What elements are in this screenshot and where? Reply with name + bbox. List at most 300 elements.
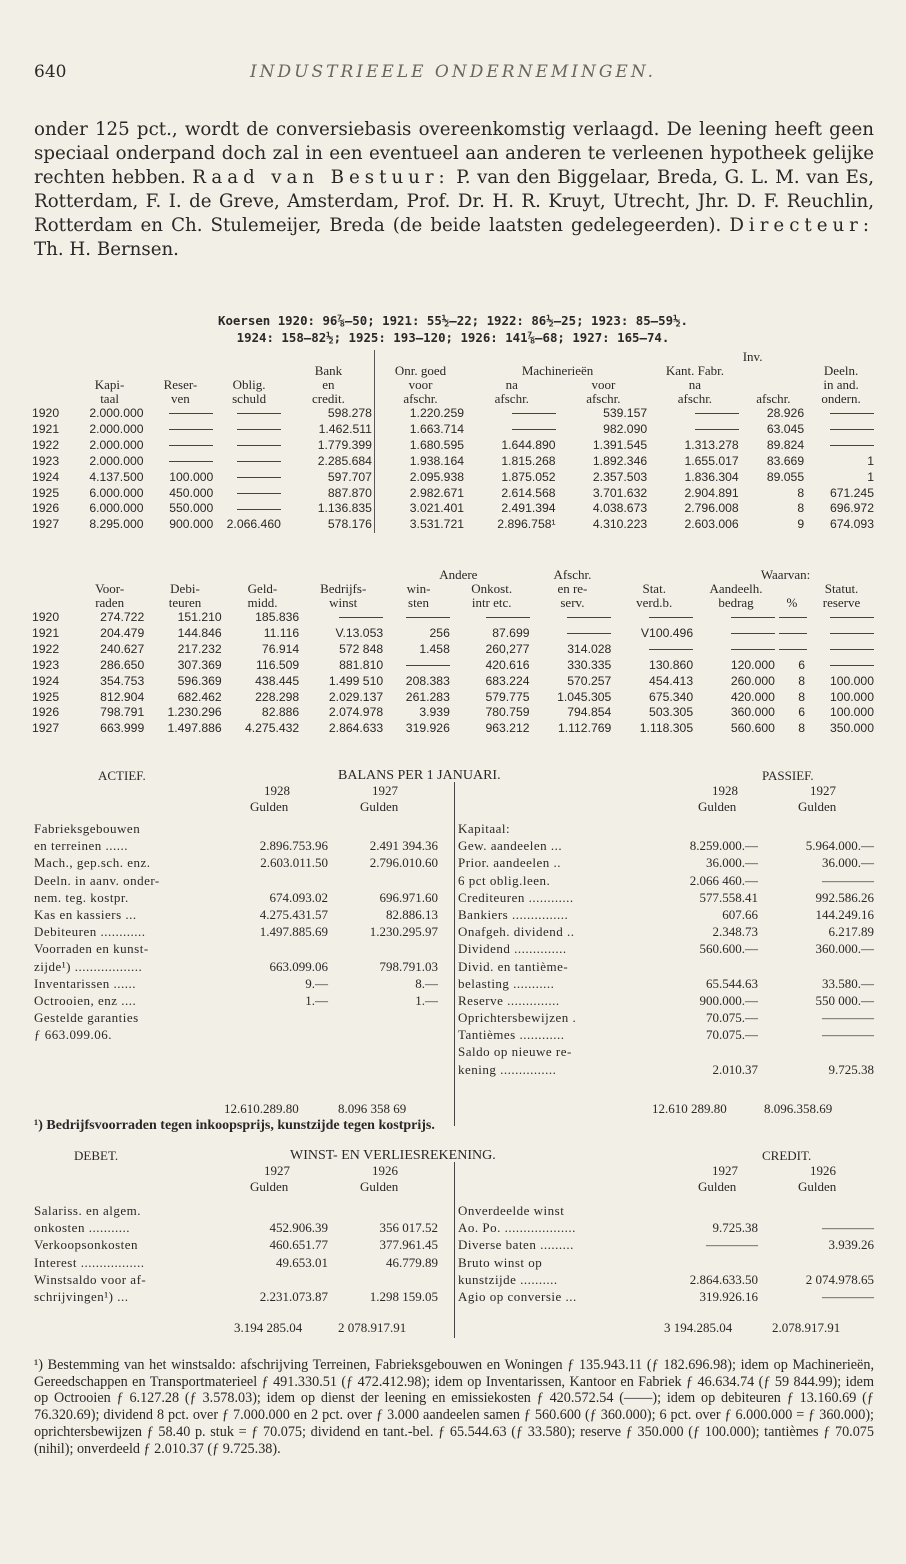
table-cell: 286.650 xyxy=(100,657,145,672)
table-cell: 185.836 xyxy=(255,610,300,624)
row-year: 1921 xyxy=(32,625,60,640)
ledger-label: Saldo op nieuwe re- xyxy=(458,1044,572,1060)
dash-mark xyxy=(169,413,213,414)
kant-header: Kant. Fabr. xyxy=(665,364,724,378)
ledger-amount: 2.864.633.50 xyxy=(689,1271,758,1287)
gulden-label: Gulden xyxy=(360,1179,399,1194)
table-cell xyxy=(215,438,283,454)
col-header: win- xyxy=(406,582,431,596)
ledger-label: Gestelde garanties xyxy=(34,1010,139,1026)
table-cell: 82.886 xyxy=(261,705,300,720)
table-cell xyxy=(777,642,807,658)
table-cell: 1 xyxy=(867,469,874,484)
running-head: INDUSTRIEELE ONDERNEMINGEN. xyxy=(249,62,657,82)
intro-text-1: onder 125 pct., wordt de conversiebasis overeenkomstig verlaagd. De leening heeft geen speciaal onderpand doch zal in een eventueel aan anderen te verleenen hypotheek gelijke rechten hebben. xyxy=(34,119,874,189)
ledger-line xyxy=(34,992,446,1009)
col-header: credit. xyxy=(312,392,345,406)
table-cell: 570.257 xyxy=(567,673,612,688)
table-cell: V.13.053 xyxy=(335,625,384,640)
ledger-amount: 36.000.— xyxy=(706,855,758,871)
ledger-line xyxy=(458,872,874,889)
ledger-line xyxy=(34,958,446,975)
col-header: ondern. xyxy=(821,392,861,406)
dash-mark xyxy=(779,617,807,618)
ledger-label: Onafgeh. dividend .. xyxy=(458,924,575,940)
row-year: 1927 xyxy=(32,721,60,736)
ledger-label: belasting ........... xyxy=(458,975,555,991)
table-cell: 89.824 xyxy=(766,437,805,452)
dash-mark xyxy=(731,633,775,634)
ledger-label: Tantièmes ............ xyxy=(458,1027,565,1043)
table-cell: 314.028 xyxy=(567,641,612,656)
table-cell: 208.383 xyxy=(405,673,450,688)
table-cell: 76.914 xyxy=(261,641,300,656)
actief-label: ACTIEF. xyxy=(98,768,146,783)
ledger-label: Divid. en tantième- xyxy=(458,958,569,974)
ledger-amount: 2.896.753.96 xyxy=(259,838,328,854)
table-row xyxy=(30,642,876,658)
koersen-line-2: 1924: 158—82½; 1925: 193—120; 1926: 141⅞—68; 1927: 165—74. xyxy=(236,330,670,345)
table-cell xyxy=(695,626,777,642)
page-header xyxy=(34,62,872,90)
ledger-label: nem. teg. kostpr. xyxy=(34,889,129,905)
table-cell: 1.045.305 xyxy=(557,689,612,704)
dash-mark xyxy=(830,633,874,634)
ledger-amount: 49.653.01 xyxy=(276,1254,328,1270)
ledger-amount-prev: 1.230.295.97 xyxy=(369,924,438,940)
ledger-amount-prev: 356 017.52 xyxy=(379,1220,438,1236)
dash-mark xyxy=(649,649,693,650)
total-right-1927: 3 194.285.04 xyxy=(664,1320,733,1335)
row-year: 1924 xyxy=(32,673,60,688)
table-cell xyxy=(532,626,614,642)
table-cell: 696.972 xyxy=(829,501,874,516)
ledger-amount-prev: ———— xyxy=(822,1288,874,1304)
table-cell: 597.707 xyxy=(327,469,372,484)
ledger-line xyxy=(34,940,446,957)
table-cell: 350.000 xyxy=(829,721,874,736)
year-1926: 1926 xyxy=(372,1163,398,1178)
col-header: Reser- xyxy=(163,378,198,392)
table-cell: 794.854 xyxy=(567,705,612,720)
table-cell: 1.779.399 xyxy=(317,437,372,452)
ledger-label: Oprichtersbewijzen . xyxy=(458,1010,577,1026)
table-cell: 6 xyxy=(798,657,806,672)
ledger-amount-prev: ———— xyxy=(822,872,874,888)
ledger-line xyxy=(34,1026,446,1043)
directeur-label: Directeur: xyxy=(729,215,874,237)
table-cell: 1.836.304 xyxy=(684,469,739,484)
ledger-amount: 65.544.63 xyxy=(706,975,758,991)
table-cell: 28.926 xyxy=(766,406,805,420)
table-cell xyxy=(452,610,532,626)
table-cell xyxy=(613,642,695,658)
ledger-line xyxy=(458,1009,874,1026)
ledger-line xyxy=(458,1288,874,1305)
ledger-amount-prev: 46.779.89 xyxy=(386,1254,438,1270)
ledger-label: Prior. aandeelen .. xyxy=(458,855,561,871)
col-header: Kapi- xyxy=(94,378,125,392)
total-right-1927: 8.096.358.69 xyxy=(764,1101,833,1116)
bank-header: Bank xyxy=(314,364,343,378)
col-header: teuren xyxy=(168,596,202,610)
table-cell: 2.000.000 xyxy=(89,453,144,468)
table-cell: 260.000 xyxy=(730,673,775,688)
ledger-label: Debiteuren ............ xyxy=(34,924,146,940)
ledger-amount: 70.075.— xyxy=(706,1027,758,1043)
gulden-label: Gulden xyxy=(798,1179,837,1194)
col-header: afschr. xyxy=(374,392,466,406)
passief-label: PASSIEF. xyxy=(762,768,814,783)
row-year: 1920 xyxy=(32,610,60,624)
table-cell: 8 xyxy=(797,501,805,516)
ledger-line xyxy=(34,889,446,906)
table-row xyxy=(30,486,876,502)
dash-mark xyxy=(830,413,874,414)
ledger-amount: 4.275.431.57 xyxy=(259,906,328,922)
col-header: verd.b. xyxy=(636,596,673,610)
table-cell: 539.157 xyxy=(603,406,648,420)
table-cell xyxy=(466,422,558,438)
year-1928-right: 1928 xyxy=(712,783,738,798)
col-header: Bedrijfs- xyxy=(320,582,367,596)
table-cell: 8 xyxy=(798,721,806,736)
ledger-amount: 452.906.39 xyxy=(269,1220,328,1236)
gulden-label: Gulden xyxy=(250,1179,289,1194)
dash-mark xyxy=(779,649,807,650)
ledger-amount: 674.093.02 xyxy=(269,889,328,905)
table-cell: 354.753 xyxy=(100,673,145,688)
debet-label: DEBET. xyxy=(74,1148,119,1163)
table-cell: 572 848 xyxy=(339,641,384,656)
table-cell: 674.093 xyxy=(829,517,874,532)
table-cell: 2.000.000 xyxy=(89,421,144,436)
table-cell: 1.875.052 xyxy=(501,469,556,484)
table-cell: 2.896.758¹ xyxy=(497,517,556,532)
balans-title: BALANS PER 1 JANUARI. xyxy=(338,768,501,783)
row-year: 1920 xyxy=(32,406,60,420)
capital-table xyxy=(30,350,876,533)
table-cell: 217.232 xyxy=(177,641,222,656)
col-header: midd. xyxy=(247,596,278,610)
table-cell xyxy=(807,658,876,674)
table-cell: 261.283 xyxy=(405,689,450,704)
table-cell: 982.090 xyxy=(603,421,648,436)
col-header: sten xyxy=(408,596,429,610)
ledger-line xyxy=(458,1043,874,1060)
intro-paragraph xyxy=(34,118,874,263)
col-header: en re- xyxy=(557,582,588,596)
table-cell: V100.496 xyxy=(640,625,694,640)
dash-mark xyxy=(169,461,213,462)
col-header: afschr. xyxy=(494,392,529,406)
ledger-label: Octrooien, enz .... xyxy=(34,992,137,1008)
table-cell: 4.275.432 xyxy=(244,721,300,736)
table-cell: 4.310.223 xyxy=(592,517,648,532)
table-cell: 87.699 xyxy=(492,625,530,640)
results-table xyxy=(30,568,876,737)
year-1927-right: 1927 xyxy=(810,783,836,798)
table-row xyxy=(30,658,876,674)
ledger-label: Onverdeelde winst xyxy=(458,1203,565,1218)
table-cell xyxy=(613,610,695,626)
table-cell: 1.391.545 xyxy=(592,437,648,452)
ledger-amount-prev: 1.298 159.05 xyxy=(369,1288,438,1304)
ledger-label: Ao. Po. ................... xyxy=(458,1220,576,1236)
table-row xyxy=(30,406,876,422)
koersen-line-1: Koersen 1920: 96⅞—50; 1921: 55½—22; 1922: 86½—25; 1923: 85—59½. xyxy=(218,313,688,328)
ledger-line xyxy=(458,1202,874,1219)
dash-mark xyxy=(237,445,281,446)
raad-label: Raad van Bestuur: xyxy=(192,167,450,189)
table-cell: 663.999 xyxy=(100,721,145,736)
table-cell: 1 xyxy=(867,453,874,468)
table-cell: 578.176 xyxy=(327,517,372,532)
table-cell: 2.982.671 xyxy=(374,486,466,502)
total-left-1926: 2 078.917.91 xyxy=(338,1320,407,1335)
table-cell: 4.137.500 xyxy=(89,469,144,484)
table-cell xyxy=(215,406,283,422)
credit-label: CREDIT. xyxy=(762,1148,812,1163)
dash-mark xyxy=(339,617,383,618)
dash-mark xyxy=(237,509,281,510)
ledger-amount-prev: 82.886.13 xyxy=(386,906,438,922)
ledger-label: Interest ................. xyxy=(34,1254,145,1270)
col-header: afschr. xyxy=(586,392,621,406)
ledger-amount-prev: 550 000.— xyxy=(815,992,874,1008)
year-1927: 1927 xyxy=(372,783,398,798)
ledger-amount: 607.66 xyxy=(722,906,758,922)
ledger-amount: 2.066 460.— xyxy=(689,872,758,888)
ledger-label: Winstsaldo voor af- xyxy=(34,1271,147,1287)
table-cell: 1.644.890 xyxy=(501,437,556,452)
gulden-label: Gulden xyxy=(360,799,399,814)
ledger-line xyxy=(458,889,874,906)
table-cell: 1.655.017 xyxy=(684,453,739,468)
table-cell: 100.000 xyxy=(169,469,214,484)
table-cell: 274.722 xyxy=(100,610,145,624)
table-cell: 438.445 xyxy=(255,673,300,688)
gulden-label: Gulden xyxy=(698,799,737,814)
ledger-amount-prev: 5.964.000.— xyxy=(805,838,874,854)
ledger-amount-prev: 360.000.— xyxy=(815,941,874,957)
table-cell: 2.491.394 xyxy=(501,501,556,516)
table-cell: 2.285.684 xyxy=(317,453,372,468)
col-header: na xyxy=(505,378,518,392)
ledger-amount-prev: 2 074.978.65 xyxy=(805,1271,874,1287)
ledger-label: Fabrieksgebouwen xyxy=(34,821,141,836)
ledger-amount: ———— xyxy=(706,1237,758,1253)
ledger-line xyxy=(34,923,446,940)
table-cell xyxy=(806,406,876,422)
table-row xyxy=(30,517,876,533)
table-cell: 963.212 xyxy=(485,721,530,736)
table-cell: 1.220.259 xyxy=(374,406,466,422)
total-right-1928: 12.610 289.80 xyxy=(652,1101,727,1116)
table-cell: 2.904.891 xyxy=(684,485,739,500)
row-year: 1925 xyxy=(32,689,60,704)
ledger-label: 6 pct oblig.leen. xyxy=(458,872,551,888)
dash-mark xyxy=(237,477,281,478)
table-cell: 1.462.511 xyxy=(318,421,372,436)
ledger-amount: 70.075.— xyxy=(706,1010,758,1026)
ledger-amount-prev: ———— xyxy=(822,1220,874,1236)
table-cell: 2.066.460 xyxy=(226,517,281,532)
ledger-amount-prev: 2.796.010.60 xyxy=(369,855,438,871)
table-cell: 330.335 xyxy=(567,657,612,672)
gulden-label: Gulden xyxy=(698,1179,737,1194)
dash-mark xyxy=(695,429,739,430)
ledger-label: Agio op conversie ... xyxy=(458,1288,577,1304)
dash-mark xyxy=(486,617,530,618)
table-cell: 11.116 xyxy=(263,625,300,640)
table-cell: 100.000 xyxy=(829,689,874,704)
profit-loss-account xyxy=(34,1148,874,1348)
table-cell xyxy=(215,422,283,438)
waarvan-header: Waarvan: xyxy=(760,568,811,582)
ledger-line xyxy=(34,1236,446,1253)
table-cell: 2.095.938 xyxy=(374,470,466,486)
table-cell: 2.029.137 xyxy=(328,689,384,704)
table-cell: 116.509 xyxy=(256,657,300,672)
dash-mark xyxy=(237,413,281,414)
table-cell: 63.045 xyxy=(766,421,805,436)
ledger-line xyxy=(458,1236,874,1253)
table-row xyxy=(30,674,876,690)
row-year: 1923 xyxy=(32,453,60,468)
ledger-line xyxy=(34,1271,446,1288)
row-year: 1921 xyxy=(32,421,60,436)
table-cell: 144.846 xyxy=(177,625,222,640)
year-1927: 1927 xyxy=(264,1163,290,1178)
table-row xyxy=(30,454,876,470)
table-cell: 560.600 xyxy=(730,721,775,736)
table-cell xyxy=(777,626,807,642)
col-header: reserve xyxy=(822,596,861,610)
total-left-1927: 3.194 285.04 xyxy=(234,1320,303,1335)
ledger-label: Deeln. in aanv. onder- xyxy=(34,872,160,888)
dash-mark xyxy=(830,649,874,650)
dash-mark xyxy=(512,429,556,430)
inv-header: Inv. xyxy=(742,350,763,364)
ledger-amount: 460.651.77 xyxy=(269,1237,328,1253)
table-cell: 100.000 xyxy=(829,705,874,720)
ledger-amount: 9.725.38 xyxy=(712,1220,758,1236)
ledger-label: Salariss. en algem. xyxy=(34,1203,141,1218)
col-header: raden xyxy=(95,596,125,610)
ledger-label: onkosten ........... xyxy=(34,1220,130,1236)
year-1927-right: 1927 xyxy=(712,1163,738,1178)
page-number: 640 xyxy=(34,62,67,82)
ledger-line xyxy=(458,992,874,1009)
ledger-label: kunstzijde .......... xyxy=(458,1271,558,1287)
table-cell: 8 xyxy=(798,689,806,704)
table-cell xyxy=(695,642,777,658)
col-header: ven xyxy=(171,392,190,406)
table-row xyxy=(30,470,876,486)
dash-mark xyxy=(237,461,281,462)
table-cell: 900.000 xyxy=(169,517,214,532)
table-cell: 240.627 xyxy=(100,641,145,656)
year-1928: 1928 xyxy=(264,783,290,798)
table-cell xyxy=(532,610,614,626)
table-cell: 8 xyxy=(798,673,806,688)
gulden-label: Gulden xyxy=(798,799,837,814)
ledger-amount-prev: 144.249.16 xyxy=(815,906,874,922)
col-header: Oblig. xyxy=(232,378,266,392)
koersen-block xyxy=(0,312,906,346)
andere-header: Andere xyxy=(439,568,478,582)
mach-header: Machinerieën xyxy=(521,364,594,378)
table-cell: 780.759 xyxy=(485,705,530,720)
table-row xyxy=(30,422,876,438)
row-year: 1924 xyxy=(32,469,60,484)
table-cell: 130.860 xyxy=(649,657,694,672)
table-cell xyxy=(385,610,452,626)
balance-sheet xyxy=(34,768,874,1138)
dash-mark xyxy=(406,617,450,618)
dash-mark xyxy=(830,429,874,430)
ledger-amount-prev: 9.725.38 xyxy=(828,1061,874,1077)
ledger-line xyxy=(458,837,874,854)
balans-footnote: ¹) Bedrijfsvoorraden tegen inkoopsprijs, kunstzijde tegen kostprijs. xyxy=(34,1118,435,1133)
ledger-line xyxy=(34,820,446,837)
table-cell xyxy=(695,610,777,626)
col-header: Onkost. xyxy=(471,582,513,596)
deeln-header: Deeln. xyxy=(823,364,859,378)
ledger-label: Dividend .............. xyxy=(458,941,567,957)
table-cell: 83.669 xyxy=(766,453,805,468)
ledger-amount-prev: 2.491 394.36 xyxy=(369,838,438,854)
col-header: taal xyxy=(100,392,119,406)
ledger-amount: 2.010.37 xyxy=(712,1061,758,1077)
table-row xyxy=(30,501,876,517)
table-cell: 454.413 xyxy=(649,673,694,688)
ledger-amount-prev: 36.000.— xyxy=(822,855,874,871)
dash-mark xyxy=(567,633,611,634)
table-cell: 319.926 xyxy=(405,721,450,736)
ledger-label: en terreinen ...... xyxy=(34,838,128,854)
table-cell: 1.680.595 xyxy=(374,438,466,454)
col-header: afschr. xyxy=(756,392,791,406)
table-cell: 682.462 xyxy=(177,689,222,704)
table-cell: 2.603.006 xyxy=(684,517,739,532)
table-cell: 2.796.008 xyxy=(684,501,739,516)
table-cell: 4.038.673 xyxy=(592,501,648,516)
ledger-amount: 1.— xyxy=(305,992,328,1008)
table-cell: 1.938.164 xyxy=(374,454,466,470)
col-header: Statut. xyxy=(824,582,859,596)
ledger-line xyxy=(34,1202,446,1219)
ledger-line xyxy=(34,1009,446,1026)
table-cell: 3.531.721 xyxy=(374,517,466,533)
table-cell xyxy=(806,422,876,438)
ledger-amount-prev: ———— xyxy=(822,1027,874,1043)
table-cell: 1.497.886 xyxy=(167,721,222,736)
table-cell: 100.000 xyxy=(829,673,874,688)
ledger-amount-prev: 798.791.03 xyxy=(379,958,438,974)
table-cell: 1.815.268 xyxy=(501,453,556,468)
ledger-amount-prev: 1.— xyxy=(415,992,438,1008)
table-cell xyxy=(146,454,216,470)
table-cell: 596.369 xyxy=(177,673,222,688)
table-row xyxy=(30,438,876,454)
table-cell: 9 xyxy=(797,517,805,532)
table-cell: 204.479 xyxy=(100,625,145,640)
table-cell: 360.000 xyxy=(730,705,775,720)
ledger-amount: 9.— xyxy=(305,975,328,991)
onr-header: Onr. goed xyxy=(374,364,466,378)
